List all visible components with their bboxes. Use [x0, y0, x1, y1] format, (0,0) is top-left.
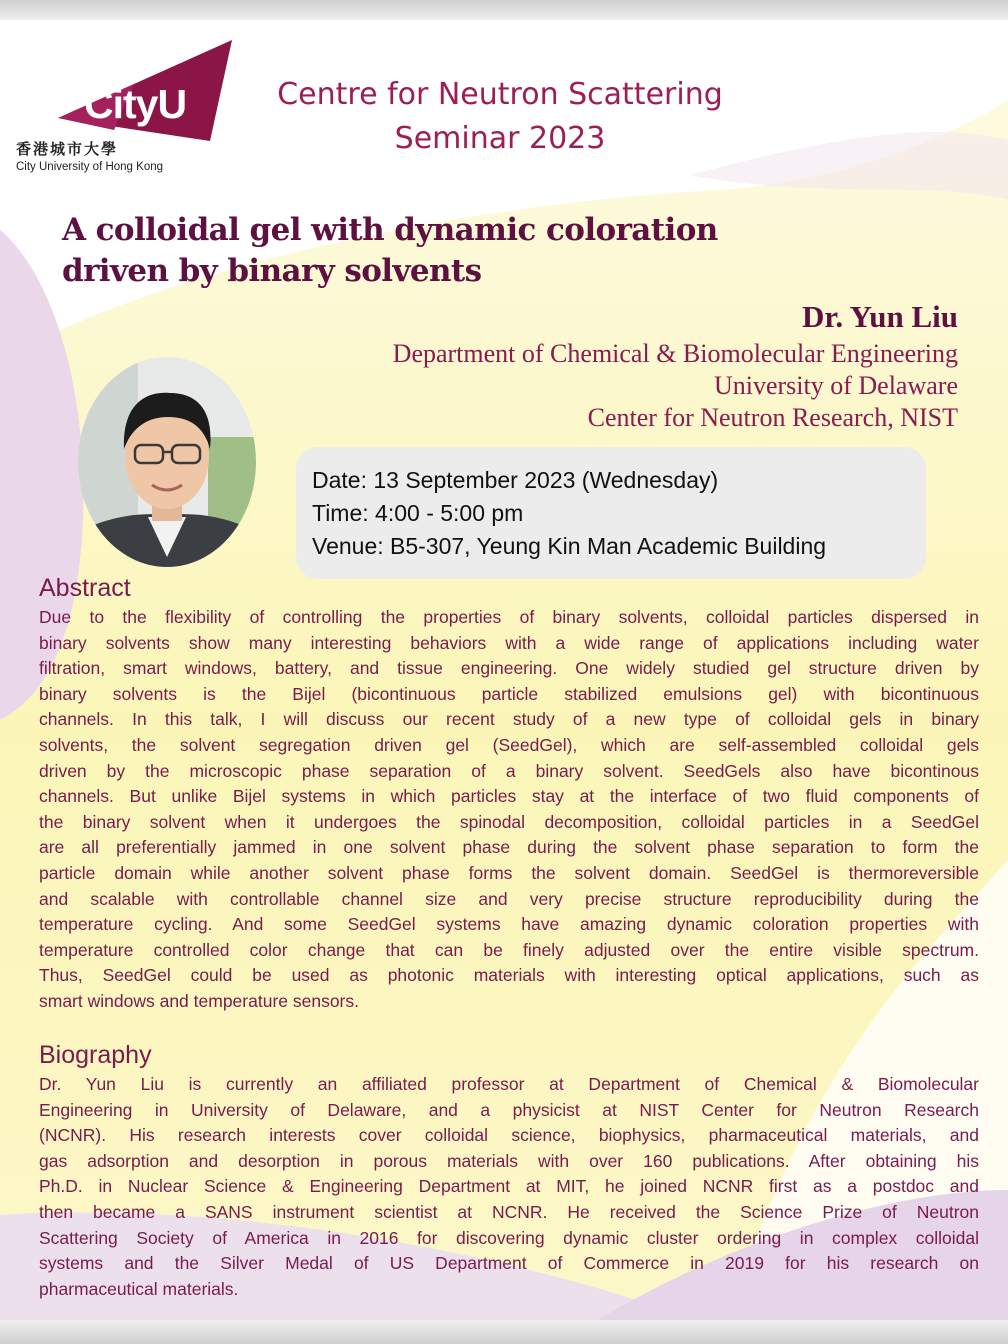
speaker-affiliation-1: Department of Chemical & Biomolecular Engineering	[392, 339, 958, 368]
logo-chinese-name: 香港城市大學	[16, 140, 119, 158]
abstract-line: particle domain while another solvent phase forms the solvent domain. SeedGel is thermoreversible	[39, 862, 979, 883]
event-time: Time: 4:00 - 5:00 pm	[312, 500, 524, 526]
abstract-line: driven by the microscopic phase separation of a binary solvent. SeedGels also have bicontinous	[39, 760, 979, 781]
abstract-line: are all preferentially jammed in one solvent phase during the solvent phase separation to form the	[39, 837, 979, 858]
abstract-line: smart windows and temperature sensors.	[39, 990, 359, 1011]
header-line-2: Seminar 2023	[394, 121, 606, 156]
abstract-line: filtration, smart windows, battery, and tissue engineering. One widely studied gel structure driven by	[39, 658, 979, 679]
biography-line: Scattering Society of America in 2016 for discovering dynamic cluster ordering in complex colloidal	[39, 1227, 979, 1248]
abstract-text	[39, 605, 979, 1015]
abstract-line: channels. But unlike Bijel systems in which particles stay at the interface of two fluid components of	[39, 786, 979, 807]
logo-brand-text: CityU	[84, 81, 187, 127]
speaker-photo	[78, 357, 256, 567]
speaker-affiliation-3: Center for Neutron Research, NIST	[587, 403, 958, 432]
event-details-box	[296, 447, 926, 579]
biography-line: Engineering in University of Delaware, and a physicist at NIST Center for Neutron Research	[39, 1099, 979, 1120]
abstract-line: temperature controlled color change that can be finely adjusted over the entire visible spectrum.	[39, 939, 979, 960]
speaker-name: Dr. Yun Liu	[802, 299, 958, 334]
talk-title	[62, 210, 822, 292]
biography-line: gas adsorption and desorption in porous materials with over 160 publications. After obtaining his	[39, 1150, 979, 1171]
abstract-line: temperature cycling. And some SeedGel systems have amazing dynamic coloration properties with	[39, 914, 979, 935]
biography-heading: Biography	[39, 1041, 152, 1069]
speaker-affiliation-2: University of Delaware	[713, 371, 958, 400]
event-date: Date: 13 September 2023 (Wednesday)	[312, 467, 719, 493]
abstract-line: and scalable with controllable channel size and very precise structure reproducibility during the	[39, 888, 979, 909]
top-border	[0, 0, 1008, 20]
abstract-line: solvents, the solvent segregation driven gel (SeedGel), which are self-assembled colloidal gels	[39, 734, 979, 755]
biography-line: (NCNR). His research interests cover colloidal science, biophysics, pharmaceutical materials, and	[39, 1125, 979, 1146]
biography-line: Ph.D. in Nuclear Science & Engineering Department at MIT, he joined NCNR first as a postdoc and	[39, 1176, 979, 1197]
biography-line: then became a SANS instrument scientist at NCNR. He received the Science Prize of Neutron	[39, 1201, 979, 1222]
biography-line: Dr. Yun Liu is currently an affiliated professor at Department of Chemical & Biomolecular	[39, 1074, 979, 1094]
speaker-block	[258, 296, 958, 434]
biography-line: systems and the Silver Medal of US Department of Commerce in 2019 for his research on	[39, 1253, 979, 1274]
event-venue: Venue: B5-307, Yeung Kin Man Academic Building	[312, 533, 827, 559]
bottom-border	[0, 1320, 1008, 1344]
header-line-1: Centre for Neutron Scattering	[277, 77, 723, 112]
abstract-line: channels. In this talk, I will discuss our recent study of a new type of colloidal gels in binary	[39, 709, 979, 730]
talk-title-line-1: A colloidal gel with dynamic coloration	[62, 212, 718, 248]
seminar-header	[250, 73, 750, 161]
abstract-heading: Abstract	[39, 574, 131, 602]
abstract-line: binary solvents is the Bijel (bicontinuous particle stabilized emulsions gel) with bicontinuous	[39, 683, 979, 704]
talk-title-line-2: driven by binary solvents	[62, 253, 482, 289]
biography-text	[39, 1072, 979, 1302]
logo-english-name: City University of Hong Kong	[16, 161, 164, 173]
abstract-line: binary solvents show many interesting behaviors with a wide range of applications including water	[39, 632, 979, 653]
abstract-line: Due to the flexibility of controlling the properties of binary solvents, colloidal particles dispersed in	[39, 607, 979, 627]
biography-line: pharmaceutical materials.	[39, 1278, 239, 1299]
abstract-line: Thus, SeedGel could be used as photonic materials with interesting optical applications, such as	[39, 965, 979, 986]
speaker-photo-illustration	[78, 357, 256, 567]
abstract-line: the binary solvent when it undergoes the spinodal decomposition, colloidal particles in a SeedGel	[39, 811, 979, 832]
